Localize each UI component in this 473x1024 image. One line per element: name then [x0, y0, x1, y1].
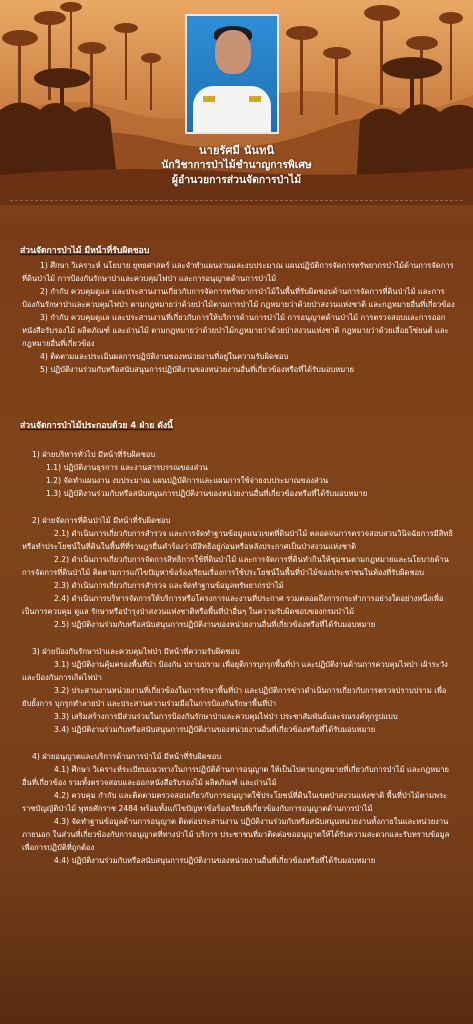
profile-position: นักวิชาการป่าไม้ชำนาญการพิเศษ — [161, 159, 312, 171]
section-item: 2.4) ดำเนินการบริหารจัดการให้บริการหรือโครงการและงานที่ประกาศ รวมตลอดถึงการกระทำการอย่างใดอย่างหนึ่งเพื่อเป็นการควบคุม ดูแล รักษาหรือบำรุงป่าสงวนแห่งชาติหรือพื้นที่ป่าอื่นๆ ในความรับผิดชอบของกรมป่าไม้ — [22, 594, 444, 616]
section-item: 4.2) ควบคุม กำกับ และติดตามตรวจสอบเกี่ยวกับการอนุญาตใช้ประโยชน์ที่ดินในเขตป่าสงวนแห่งชาติ พื้นที่ป่าไม้ตามพระราชบัญญัติป่าไม้ พุทธศักราช 2484 พร้อมทั้งแก้ไขปัญหาข้อร้องเรียนที่เกี่ยวข้องกับการอนุญาตด้านการป่าไม้ — [22, 791, 448, 813]
profile-name: นายรัศมี นันทนิ — [198, 144, 275, 157]
section-item: 1.2) จัดทำแผนงาน งบประมาณ แผนปฏิบัติการและแผนการใช้จ่ายงบประมาณของส่วน — [46, 476, 329, 485]
duty-item: 4) ติดตามและประเมินผลการปฏิบัติงานของหน่วยงานที่อยู่ในความรับผิดชอบ — [40, 352, 289, 361]
section-item: 4.4) ปฏิบัติงานร่วมกับหรือสนับสนุนการปฏิบัติงานของหน่วยงานอื่นที่เกี่ยวข้องหรือที่ได้รับมอบหมาย — [54, 856, 376, 865]
section-item: 3.2) ประสานงานหน่วยงานที่เกี่ยวข้องในการรักษาพื้นที่ป่า และปฏิบัติการข่าวดำเนินการเกี่ยวกับการตรวจปราบปราม เพื่อยับยั้งการ บุกรุกทำลายป่า และประสานความร่วมมือในการป้องกันรักษาพื้นที่ป่า — [22, 686, 447, 708]
section-item: 3.1) ปฏิบัติงานคุ้มครองพื้นที่ป่า ป้องกัน ปราบปราม เพื่อยุติการบุกรุกพื้นที่ป่า และปฏิบัติงานด้านการควบคุมไฟป่า เฝ้าระวังและป้องกันการเกิดไฟป่า — [22, 660, 448, 682]
section-item: 1.1) ปฏิบัติงานธุรการ และงานสารบรรณของส่วน — [46, 463, 208, 472]
profile-role: ผู้อำนวยการส่วนจัดการป่าไม้ — [171, 174, 302, 186]
duty-item: 1) ศึกษา วิเคราะห์ นโยบาย ยุทธศาสตร์ และจำทำแผนงานและงบประมาณ แผนปฏิบัติการจัดการทรัพยากรป่าไม้ด้านการจัดการที่ดินป่าไม้ การป้องกันรักษาป่าและควบคุมไฟป่า และการอนุญาตด้านการป่าไม้ — [22, 261, 454, 283]
section-item: 4.3) จัดทำฐานข้อมูลด้านการอนุญาต ติดต่อประสานงาน ปฏิบัติงานร่วมกับหรือสนับสนุนหน่วยงานทั้งภายในและหน่วยงานภายนอก ในส่วนที่เกี่ยวข้องกับการอนุญาตที่ทางป่าไม้ บริการ ประชาชนที่มาติดต่อขออนุญาตให้ได้รับความสะดวกและรับทราบข้อมูลเพื่อการปฏิบัติที่ถูกต้อง — [22, 817, 450, 852]
section-item: 2.1) ดำเนินการเกี่ยวกับการสำรวจ และการจัดทำฐานข้อมูลแนวเขตที่ดินป่าไม้ ตลอดจนการตรวจสอบสวนวินิจฉัยการมีสิทธิหรือทำประโยชน์ในที่ดินในพื้นที่ที่ราษฎรยื่นคำร้องว่ามีสิทธิอยู่ก่อนหรือหลังประกาศเป็นป่าสงวนแห่งชาติ — [22, 529, 453, 551]
structure-heading: ส่วนจัดการป่าไม้ประกอบด้วย 4 ฝ่าย ดังนี้ — [20, 421, 173, 431]
structure-list — [22, 448, 457, 867]
divider — [10, 200, 463, 201]
section-title: 2) ฝ่ายจัดการที่ดินป่าไม้ มีหน้าที่รับผิดชอบ — [32, 516, 171, 525]
duty-item: 2) กำกับ ควบคุมดูแล และประสานงานเกี่ยวกับการจัดการทรัพยากรป่าไม้ในพื้นที่รับผิดชอบด้านการจัดการที่ดินป่าไม้ และการป้องกันรักษาป่าและควบคุมไฟป่า ตามกฎหมายว่าด้วยป่าไม้ตามการป่าไม้ กฎหมายว่าด้วยป่าสงวนแห่งชาติ และกฎหมายอื่นที่เกี่ยวข้อง — [22, 287, 455, 309]
section-item: 4.1) ศึกษา วิเคราะห์ระเบียบแนวทางในการปฏิบัติด้านการอนุญาต ให้เป็นไปตามกฎหมายที่เกี่ยวกับการป่าไม้ และกฎหมายอื่นที่เกี่ยวข้อง รวมทั้งตรวจสอบและออกหนังสือรับรองไม้ ผลิตภัณฑ์ และถ่านไม้ — [22, 765, 449, 787]
section-item: 2.2) ดำเนินการเกี่ยวกับการจัดการสิทธิการใช้ที่ดินป่าไม้ และการจัดการที่ดินทำกินให้ชุมชนตามกฎหมายและนโยบายด้านการจัดการที่ดินป่าไม้ ติดตามการแก้ไขปัญหาข้อร้องเรียนเรื่องการใช้ประโยชน์ในพื้นที่ป่าไม้ของประชาชนในท้องที่รับผิดชอบ — [22, 555, 449, 577]
section-item: 2.3) ดำเนินการเกี่ยวกับการสำรวจ และจัดทำฐานข้อมูลทรัพยากรป่าไม้ — [54, 581, 284, 590]
section-title: 1) ฝ่ายบริหารทั่วไป มีหน้าที่รับผิดชอบ — [32, 450, 156, 459]
section-item: 2.5) ปฏิบัติงานร่วมกับหรือสนับสนุนการปฏิบัติงานของหน่วยงานอื่นที่เกี่ยวข้องหรือที่ได้รับมอบหมาย — [54, 620, 376, 629]
section-item: 3.3) เสริมสร้างการมีส่วนร่วมในการป้องกันรักษาป่าและควบคุมไฟป่า ประชาสัมพันธ์และรณรงค์ทุกรูปแบบ — [54, 712, 398, 721]
section-item: 1.3) ปฏิบัติงานร่วมกับหรือสนับสนุนการปฏิบัติงานของหน่วยงานอื่นที่เกี่ยวข้องหรือที่ได้รับมอบหมาย — [46, 489, 368, 498]
duty-item: 5) ปฏิบัติงานร่วมกับหรือสนับสนุนการปฏิบัติงานของหน่วยงานอื่นที่เกี่ยวข้องหรือที่ได้รับมอบหมาย — [40, 365, 354, 374]
duties-list — [22, 259, 457, 376]
section-item: 3.4) ปฏิบัติงานร่วมกับหรือสนับสนุนการปฏิบัติงานของหน่วยงานอื่นที่เกี่ยวข้องหรือที่ได้รับมอบหมาย — [54, 725, 376, 734]
bottom-fade — [0, 874, 473, 1024]
section-title: 4) ฝ่ายอนุญาตและบริการด้านการป่าไม้ มีหน้าที่รับผิดชอบ — [32, 752, 222, 761]
duties-heading: ส่วนจัดการป่าไม้ มีหน้าที่รับผิดชอบ — [20, 246, 150, 256]
section-title: 3) ฝ่ายป้องกันรักษาป่าและควบคุมไฟป่า มีหน้าที่ความรับผิดชอบ — [32, 647, 240, 656]
duty-item: 3) กำกับ ควบคุมดูแล และประสานงานที่เกี่ยวกับการให้บริการด้านการป่าไม้ การอนุญาตด้านป่าไม้ การตรวจสอบและการออกหนังสือรับรองไม้ ผลิตภัณฑ์ และถ่านไม้ ตามกฎหมายว่าด้วยป่าไม้กฎหมายว่าด้วยป่าสงวนแห่งชาติ กฎหมายว่าด้วยเลื่อยโซ่ยนต์ และกฎหมายอื่นที่เกี่ยวข้อง — [22, 313, 449, 348]
profile-info — [0, 143, 473, 188]
profile-photo — [185, 14, 279, 134]
